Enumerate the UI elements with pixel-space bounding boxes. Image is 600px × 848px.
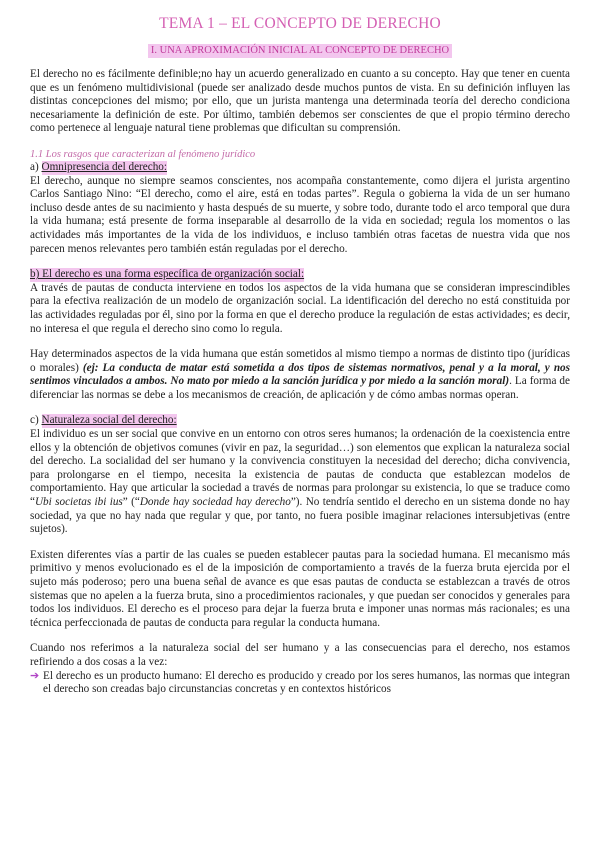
paragraph-b-1: A través de pautas de conducta interviene en todos los aspectos de la vida humana que se consideran imprescindibles para la efectiva realización de un modelo de organización social. La identificación del derecho no está constituida por las actividades reguladas por él, sino por la forma en que el derecho produce la regulación de estas actividades; es decir, no interesa el que regula el derecho sino como lo regula. bbox=[30, 281, 570, 335]
heading-b-label: b) El derecho es una forma específica de organización social: bbox=[30, 268, 305, 281]
translation-quote: Donde hay sociedad hay derecho bbox=[139, 496, 291, 509]
heading-c bbox=[30, 414, 570, 428]
paragraph-c-1-mid: ” (“ bbox=[122, 496, 140, 509]
heading-a-prefix: a) bbox=[30, 160, 42, 173]
intro-paragraph: El derecho no es fácilmente definible;no hay un acuerdo generalizado en cuanto a su concepto. Hay que tener en cuenta que es un fenómeno multidivisional (puede ser analizado desde muchos puntos de vista. En su definición influyen las distintas concepciones del mismo; por ello, que un jurista mantenga una determinada teoría del derecho condiciona necesariamente la definición de este. Por último, también debemos ser conscientes de que el propio término derecho como pertenece al lenguaje natural tiene problemas que dificultan su comprensión. bbox=[30, 68, 570, 135]
heading-b bbox=[30, 268, 570, 282]
paragraph-a: El derecho, aunque no siempre seamos conscientes, nos acompaña constantemente, como dijera el jurista argentino Carlos Santiago Nino: “El derecho, como el aire, está en todas partes”. Regula o gobierna la vida de un ser humano incluso desde antes de su nacimiento y hasta después de su muerte, y sobre todo, durante todo el arco temporal que dura la vida humana; está presente de forma inseparable al desarrollo de la vida en sociedad; regula los momentos o las actividades más importantes de la vida de los individuos, e incluso también otras facetas de nuestra vida que nos parecen menos relevantes pero también están reguladas por el derecho. bbox=[30, 174, 570, 255]
heading-a-label: Omnipresencia del derecho: bbox=[41, 160, 167, 173]
paragraph-b-2 bbox=[30, 348, 570, 402]
paragraph-b-2-example: (ej: La conducta de matar está sometida a dos tipos de sistemas normativos, penal y a la moral, y nos sentimos vinculados a ambos. No mato por miedo a la sanción jurídica y por miedo a la sanción moral) bbox=[30, 361, 570, 388]
latin-quote: Ubi societas ibi ius bbox=[34, 496, 123, 509]
paragraph-b-2-end: . La forma de diferenciar las normas se debe a los mecanismos de creación, de aplicación y de cómo ambas normas operan. bbox=[30, 375, 570, 401]
bullet-item bbox=[30, 670, 570, 697]
arrow-right-icon: ➔ bbox=[30, 669, 40, 682]
paragraph-c-1-start: El individuo es un ser social que convive en un entorno con otros seres humanos; la ordenación de la coexistencia entre ellos y la obtención de objetivos comunes (vivir en paz, la seguridad…) son elementos que explican la naturaleza social del derecho. La socialidad del ser humano y la convivencia constituyen la necesidad del derecho; dicha convivencia, para prolongarse en el tiempo, necesita la existencia de pautas de conducta que establezcan modelos de comportamiento. Hay que articular la sociedad a través de normas para prolongar su existencia, lo que se traduce como “ bbox=[30, 428, 570, 509]
page-title: TEMA 1 – EL CONCEPTO DE DERECHO bbox=[159, 15, 441, 32]
bullet-text: El derecho es un producto humano: El derecho es producido y creado por los seres humanos, las normas que integran el derecho son creadas bajo circunstancias concretas y en contextos históricos bbox=[43, 669, 570, 696]
paragraph-c-1-end: ”). No tendría sentido el derecho en un sistema donde no hay sociedad, ya que no hay nada que regular y que, por tanto, no fuera posible imaginar relaciones intersubjetivas (entre sujetos). bbox=[30, 496, 570, 536]
heading-a bbox=[30, 161, 570, 175]
paragraph-c-2: Existen diferentes vías a partir de las cuales se pueden establecer pautas para la sociedad humana. El mecanismo más primitivo y menos evolucionado es el de la imposición de comportamiento a través de la fuerza bruta ejercida por el sujeto más poderoso; pero una buena señal de avance es que esas pautas de conducta se establezcan a través de otros sistemas que no apelen a la fuerza bruta, sino a procedimientos racionales, y que puedan ser conocidos y generales para todos los individuos. El derecho es el proceso para dejar la fuerza bruta e imponer unas normas más racionales; es una técnica perfeccionada de pautas de conducta para regular la conducta humana. bbox=[30, 548, 570, 629]
paragraph-c-3: Cuando nos referimos a la naturaleza social del ser humano y a las consecuencias para el derecho, nos estamos refiriendo a dos cosas a la vez: bbox=[30, 642, 570, 668]
section-1-1-label: 1.1 Los rasgos que caracterizan al fenómeno jurídico bbox=[30, 148, 256, 160]
subtitle-wrap bbox=[30, 44, 570, 58]
paragraph-c-1 bbox=[30, 428, 570, 537]
heading-c-label: Naturaleza social del derecho: bbox=[41, 414, 177, 427]
heading-c-prefix: c) bbox=[30, 414, 42, 427]
paragraph-b-2-start: Hay determinados aspectos de la vida humana que están sometidos al mismo tiempo a normas de distinto tipo (jurídicas o morales) bbox=[30, 348, 570, 374]
section-subtitle: I. UNA APROXIMACIÓN INICIAL AL CONCEPTO DE DERECHO bbox=[148, 44, 452, 58]
